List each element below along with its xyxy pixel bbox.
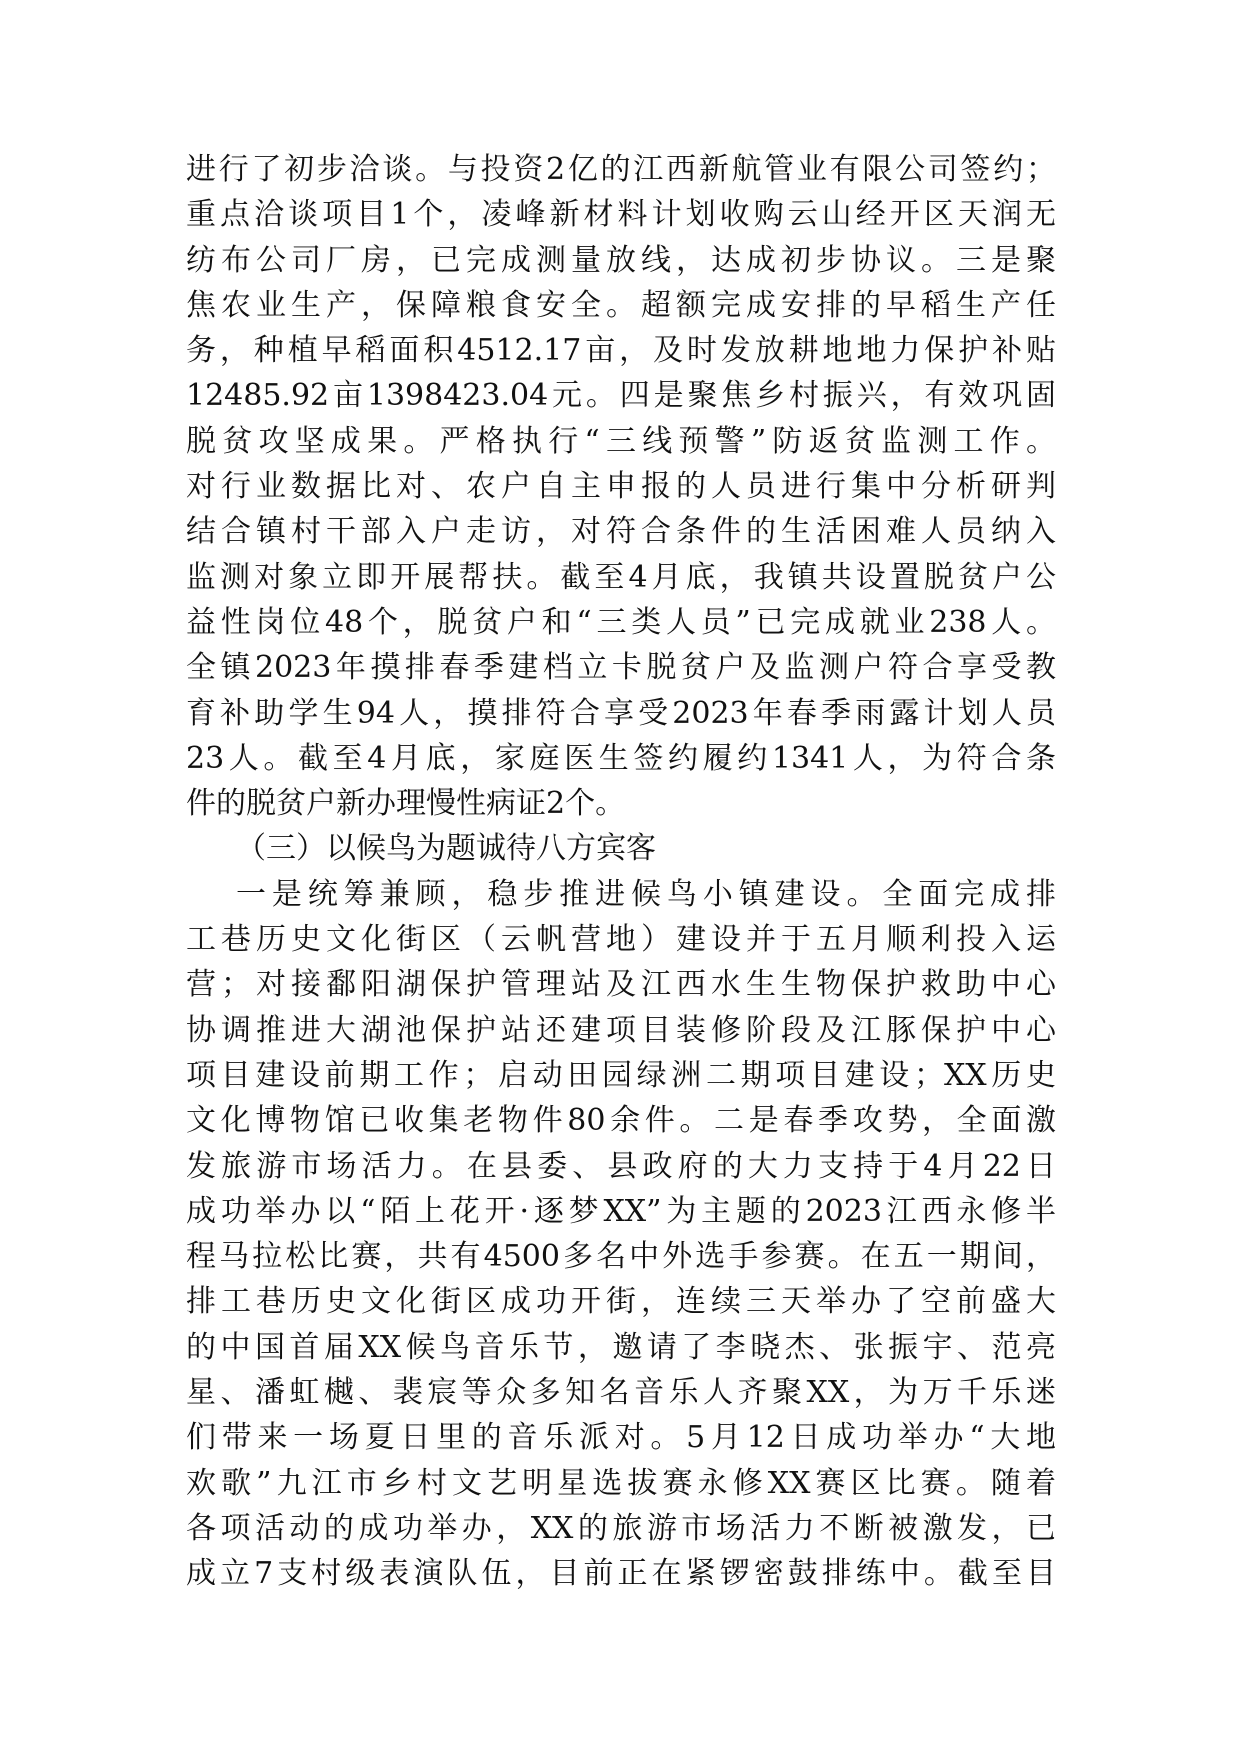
text-line: 务，种植早稻面积4512.17亩，及时发放耕地地力保护补贴 bbox=[186, 333, 1056, 369]
text-line: 对行业数据比对、农户自主申报的人员进行集中分析研判 bbox=[186, 469, 1056, 505]
text-line: 发旅游市场活力。在县委、县政府的大力支持于4月22日 bbox=[186, 1148, 1056, 1184]
text-line: 益性岗位48个，脱贫户和“三类人员”已完成就业238人。 bbox=[186, 604, 1056, 640]
text-line: 重点洽谈项目1个，凌峰新材料计划收购云山经开区天润无 bbox=[186, 197, 1056, 233]
text-line: 12485.92亩1398423.04元。四是聚焦乡村振兴，有效巩固 bbox=[186, 378, 1056, 414]
text-line: 文化博物馆已收集老物件80余件。二是春季攻势，全面激 bbox=[186, 1103, 1056, 1139]
text-line: 成功举办以“陌上花开·逐梦XX”为主题的2023江西永修半 bbox=[186, 1193, 1056, 1229]
text-line: 脱贫攻坚成果。严格执行“三线预警”防返贫监测工作。 bbox=[186, 423, 1056, 459]
text-line: 程马拉松比赛，共有4500多名中外选手参赛。在五一期间， bbox=[186, 1239, 1056, 1275]
text-line: 件的脱贫户新办理慢性病证2个。 bbox=[186, 786, 626, 822]
text-line: 星、潘虹樾、裴宸等众多知名音乐人齐聚XX，为万千乐迷 bbox=[186, 1375, 1056, 1411]
text-line: 工巷历史文化街区（云帆营地）建设并于五月顺利投入运 bbox=[186, 922, 1056, 958]
text-line: 进行了初步洽谈。与投资2亿的江西新航管业有限公司签约； bbox=[186, 152, 1056, 187]
text-line: 纺布公司厂房，已完成测量放线，达成初步协议。三是聚 bbox=[186, 242, 1056, 278]
text-line: 23人。截至4月底，家庭医生签约履约1341人，为符合条 bbox=[186, 740, 1056, 776]
text-line: 欢歌”九江市乡村文艺明星选拔赛永修XX赛区比赛。随着 bbox=[186, 1465, 1056, 1501]
text-line: 们带来一场夏日里的音乐派对。5月12日成功举办“大地 bbox=[186, 1420, 1056, 1456]
text-line: 协调推进大湖池保护站还建项目装修阶段及江豚保护中心 bbox=[186, 1012, 1056, 1048]
text-line: 各项活动的成功举办，XX的旅游市场活力不断被激发，已 bbox=[186, 1510, 1056, 1546]
body-text bbox=[186, 147, 1056, 1597]
text-line: 结合镇村干部入户走访，对符合条件的生活困难人员纳入 bbox=[186, 514, 1056, 550]
paragraph-first-line: 一是统筹兼顾，稳步推进候鸟小镇建设。全面完成排 bbox=[236, 876, 1056, 912]
text-line: 营；对接鄱阳湖保护管理站及江西水生生物保护救助中心 bbox=[186, 967, 1056, 1003]
section-heading: （三）以候鸟为题诚待八方宾客 bbox=[236, 831, 656, 867]
text-line: 监测对象立即开展帮扶。截至4月底，我镇共设置脱贫户公 bbox=[186, 559, 1056, 595]
text-line: 育补助学生94人，摸排符合享受2023年春季雨露计划人员 bbox=[186, 695, 1056, 731]
text-line: 项目建设前期工作；启动田园绿洲二期项目建设；XX历史 bbox=[186, 1057, 1056, 1093]
text-line: 的中国首届XX候鸟音乐节，邀请了李晓杰、张振宇、范亮 bbox=[186, 1329, 1056, 1365]
text-line: 全镇2023年摸排春季建档立卡脱贫户及监测户符合享受教 bbox=[186, 650, 1056, 686]
text-line: 排工巷历史文化街区成功开街，连续三天举办了空前盛大 bbox=[186, 1284, 1056, 1320]
text-line: 成立7支村级表演队伍，目前正在紧锣密鼓排练中。截至目 bbox=[186, 1556, 1056, 1592]
text-line: 焦农业生产，保障粮食安全。超额完成安排的早稻生产任 bbox=[186, 287, 1056, 323]
